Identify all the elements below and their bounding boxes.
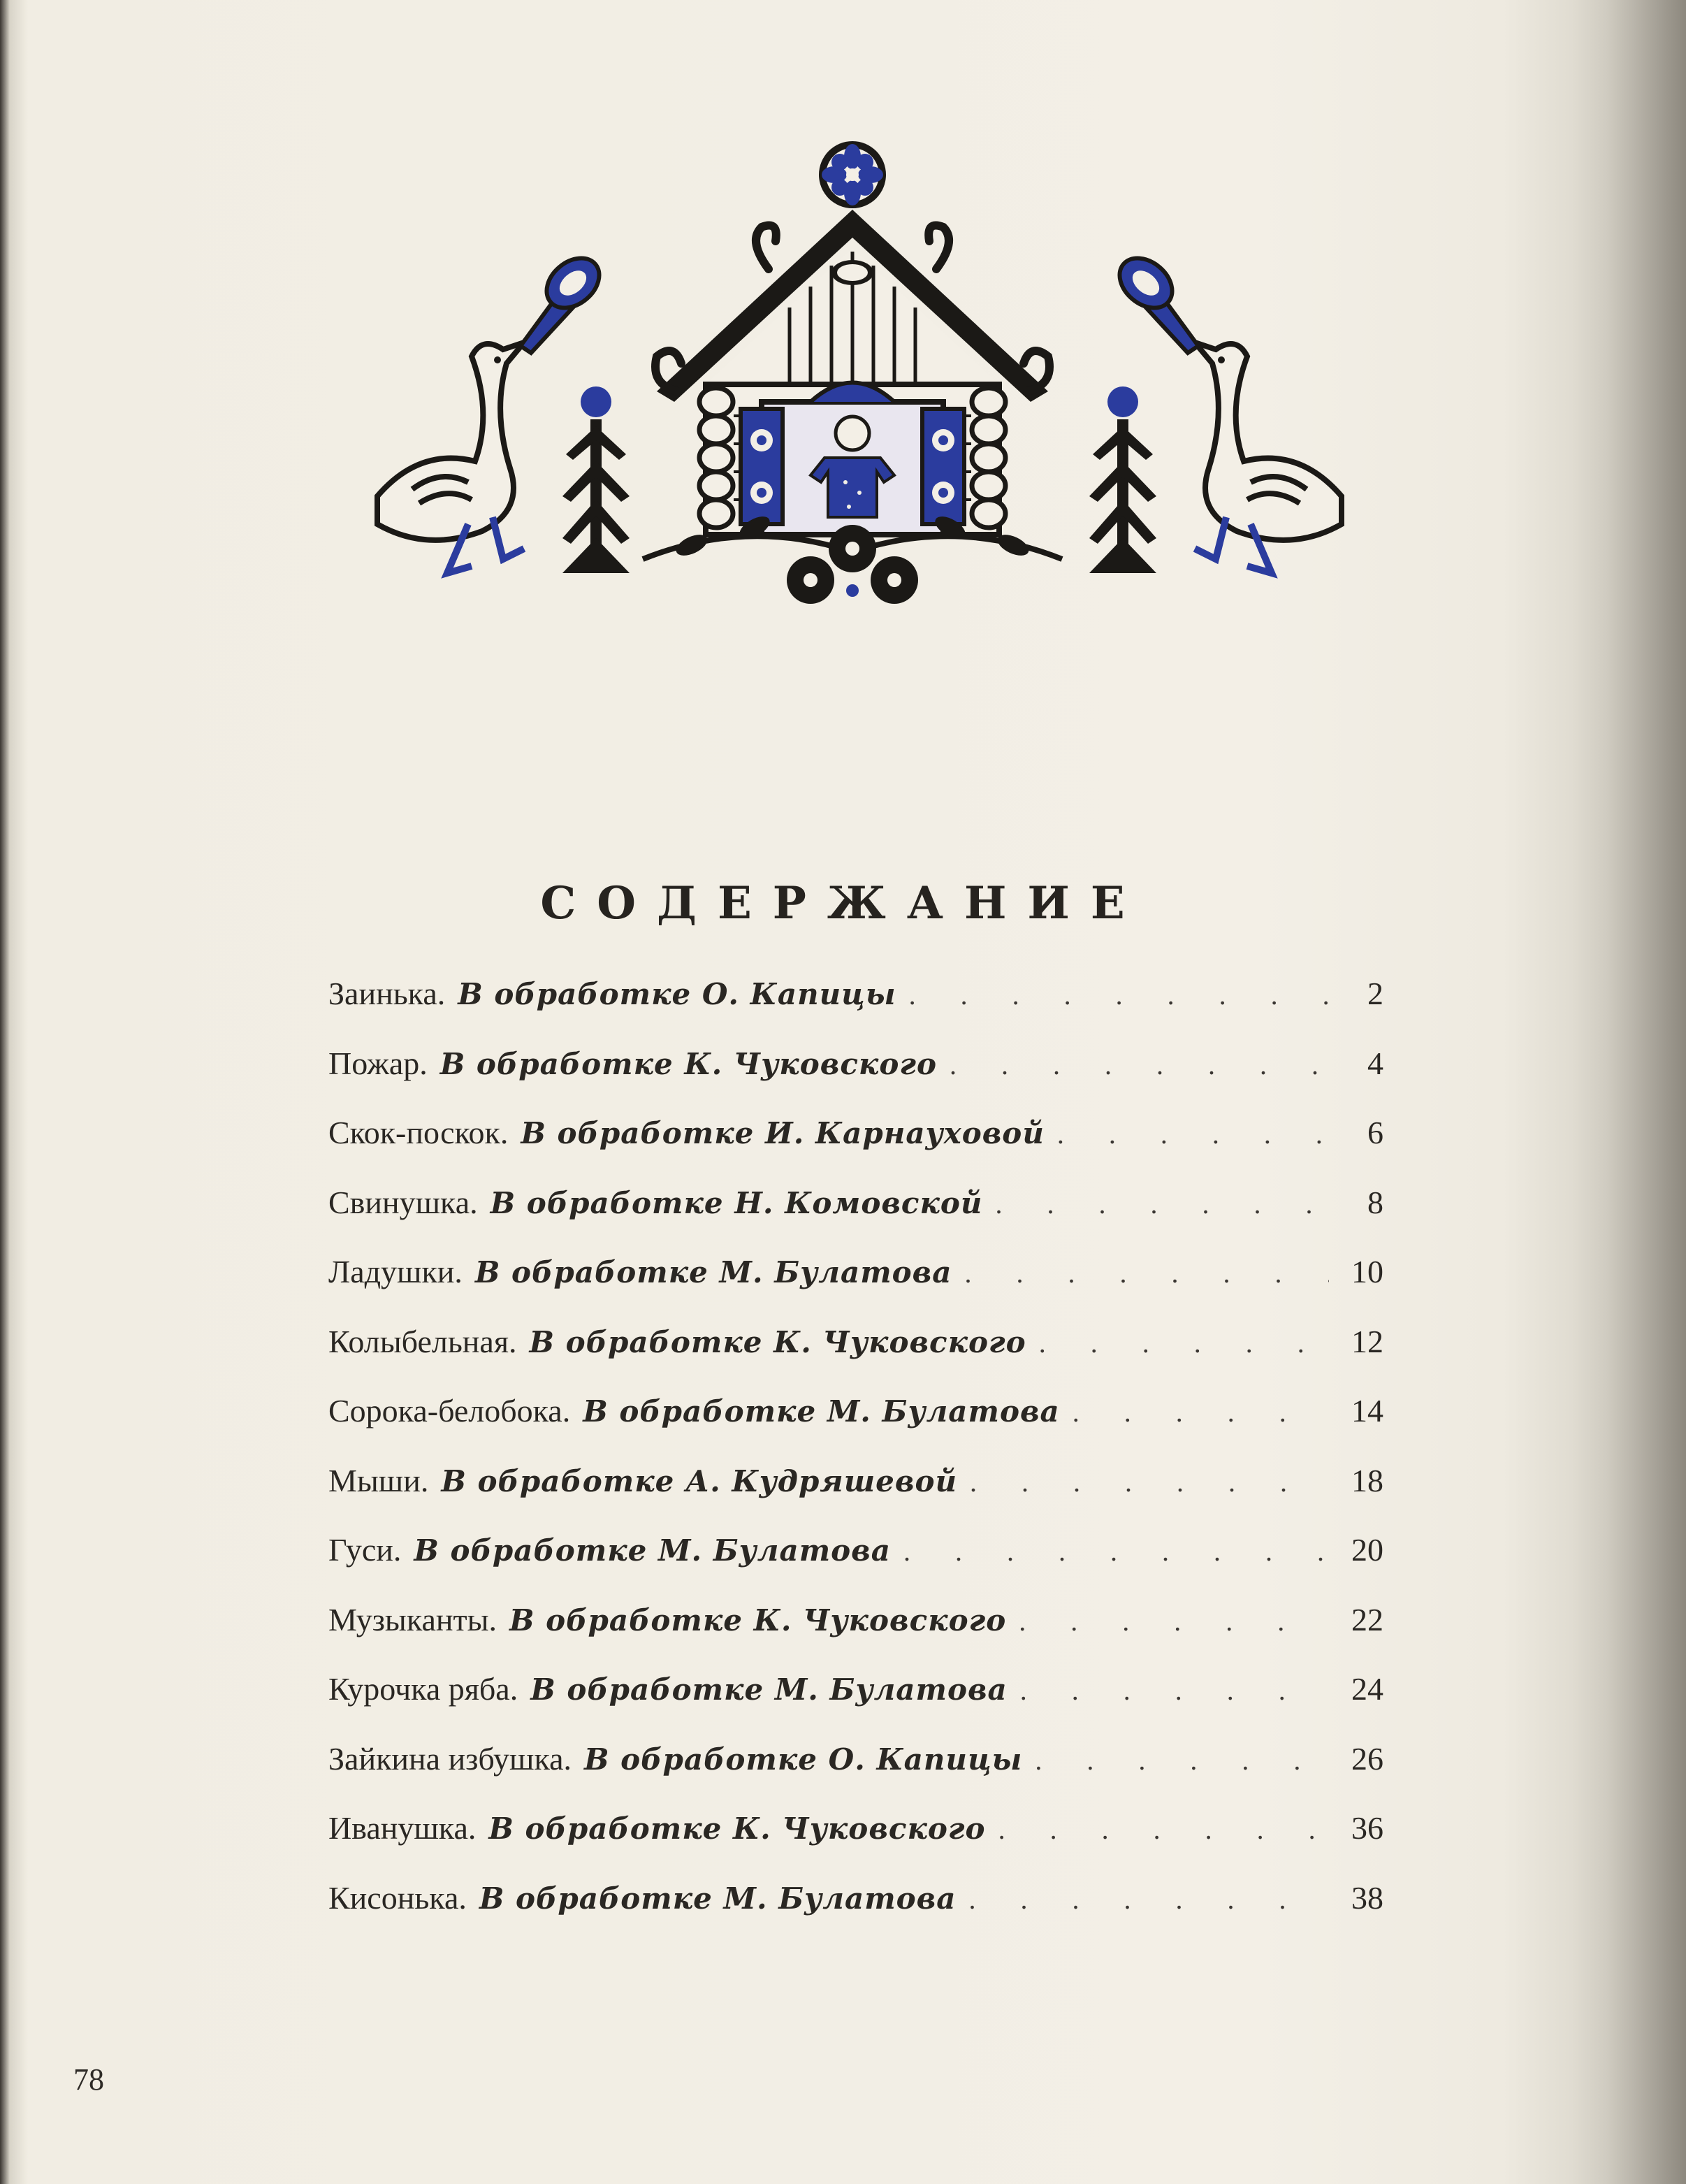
left-tree-icon	[562, 386, 630, 573]
toc-entry	[328, 1531, 1383, 1601]
toc-entry-adaptation: В обработке Н. Комовской	[490, 1185, 983, 1220]
toc-entry-adaptation: В обработке О. Капицы	[458, 977, 896, 1011]
toc-entry-page: 10	[1351, 1254, 1383, 1289]
toc-entry	[328, 1114, 1383, 1184]
toc-entry-page: 14	[1351, 1393, 1383, 1429]
toc-entry-title: Свинушка.	[328, 1184, 478, 1220]
toc-entry-title: Сорока-белобока.	[328, 1393, 571, 1429]
toc-entry	[328, 1323, 1383, 1393]
toc-dot-leader	[1035, 1744, 1329, 1777]
toc-entry-title: Кисонька.	[328, 1879, 467, 1916]
toc-dot-leader	[998, 1813, 1329, 1846]
toc-entry-page: 20	[1351, 1532, 1383, 1568]
toc-entry-adaptation: В обработке И. Карнауховой	[521, 1116, 1045, 1150]
right-horn-icon	[1110, 248, 1198, 353]
roof-flower-icon	[819, 141, 886, 208]
toc-entry-title: Пожар.	[328, 1045, 428, 1081]
toc-entry-title: Курочка ряба.	[328, 1671, 518, 1707]
toc-entry-page: 18	[1351, 1462, 1383, 1498]
toc-entry-page: 24	[1351, 1671, 1383, 1707]
toc-dot-leader	[1019, 1605, 1329, 1637]
toc-dot-leader	[970, 1466, 1329, 1498]
toc-dot-leader	[968, 1883, 1329, 1916]
toc-entry-page: 2	[1367, 976, 1383, 1011]
toc-dot-leader	[950, 1048, 1329, 1081]
toc-entry-adaptation: В обработке М. Булатова	[414, 1533, 891, 1568]
left-horn-icon	[521, 248, 609, 353]
left-goose-icon	[377, 248, 609, 573]
toc-entry-adaptation: В обработке К. Чуковского	[509, 1603, 1007, 1637]
toc-entry	[328, 1253, 1383, 1323]
toc-entry-page: 38	[1351, 1879, 1383, 1916]
toc-entry	[328, 1045, 1383, 1115]
toc-entry-title: Музыканты.	[328, 1601, 497, 1637]
toc-entry-adaptation: В обработке М. Булатова	[474, 1255, 952, 1289]
toc-entry-title: Скок-поскок.	[328, 1115, 509, 1150]
toc-entry	[328, 1670, 1383, 1740]
toc-entry-page: 6	[1367, 1115, 1383, 1150]
toc-entry-adaptation: В обработке М. Булатова	[583, 1394, 1060, 1429]
right-tree-icon	[1089, 386, 1156, 573]
right-goose-icon	[1110, 248, 1342, 573]
folk-house-illustration	[363, 126, 1356, 629]
toc-entry-page: 4	[1367, 1045, 1383, 1081]
contents-heading: СОДЕРЖАНИЕ	[540, 877, 1146, 930]
toc-entry	[328, 1184, 1383, 1254]
toc-dot-leader	[1039, 1326, 1329, 1359]
toc-entry-adaptation: В обработке К. Чуковского	[439, 1046, 937, 1081]
toc-entry-adaptation: В обработке К. Чуковского	[488, 1811, 986, 1846]
toc-entry-title: Гуси.	[328, 1532, 402, 1568]
toc-entry	[328, 1879, 1383, 1949]
toc-entry-title: Ладушки.	[328, 1254, 463, 1289]
toc-entry-page: 22	[1351, 1601, 1383, 1637]
toc-entry-adaptation: В обработке К. Чуковского	[529, 1324, 1026, 1359]
toc-entry	[328, 1392, 1383, 1462]
toc-entry-page: 12	[1351, 1323, 1383, 1359]
toc-entry-title: Заинька.	[328, 976, 446, 1011]
toc-entry-page: 26	[1351, 1740, 1383, 1777]
toc-entry-page: 36	[1351, 1810, 1383, 1846]
toc-entry-adaptation: В обработке М. Булатова	[530, 1672, 1008, 1707]
toc-dot-leader	[1057, 1118, 1329, 1150]
toc-entry	[328, 1462, 1383, 1532]
toc-dot-leader	[1020, 1674, 1329, 1707]
toc-dot-leader	[964, 1257, 1329, 1289]
toc-dot-leader	[909, 978, 1329, 1011]
toc-entry-adaptation: В обработке О. Капицы	[584, 1742, 1023, 1777]
toc-dot-leader	[1073, 1396, 1329, 1429]
toc-dot-leader	[903, 1535, 1329, 1568]
toc-entry	[328, 1809, 1383, 1879]
house-roof	[655, 210, 1049, 402]
toc-entry	[328, 1601, 1383, 1671]
toc-dot-leader	[995, 1187, 1329, 1220]
toc-entry-title: Иванушка.	[328, 1810, 477, 1846]
toc-entry-adaptation: В обработке А. Кудряшевой	[441, 1463, 958, 1498]
page-curve-shadow	[1572, 0, 1686, 2184]
toc-entry-title: Колыбельная.	[328, 1323, 517, 1359]
toc-entry-title: Зайкина избушка.	[328, 1740, 572, 1777]
toc-entry-adaptation: В обработке М. Булатова	[479, 1881, 957, 1916]
toc-entry	[328, 975, 1383, 1045]
toc-entry-title: Мыши.	[328, 1462, 429, 1498]
page-number: 78	[73, 2062, 104, 2097]
table-of-contents	[328, 975, 1383, 1948]
toc-entry-page: 8	[1367, 1184, 1383, 1220]
toc-entry	[328, 1740, 1383, 1810]
